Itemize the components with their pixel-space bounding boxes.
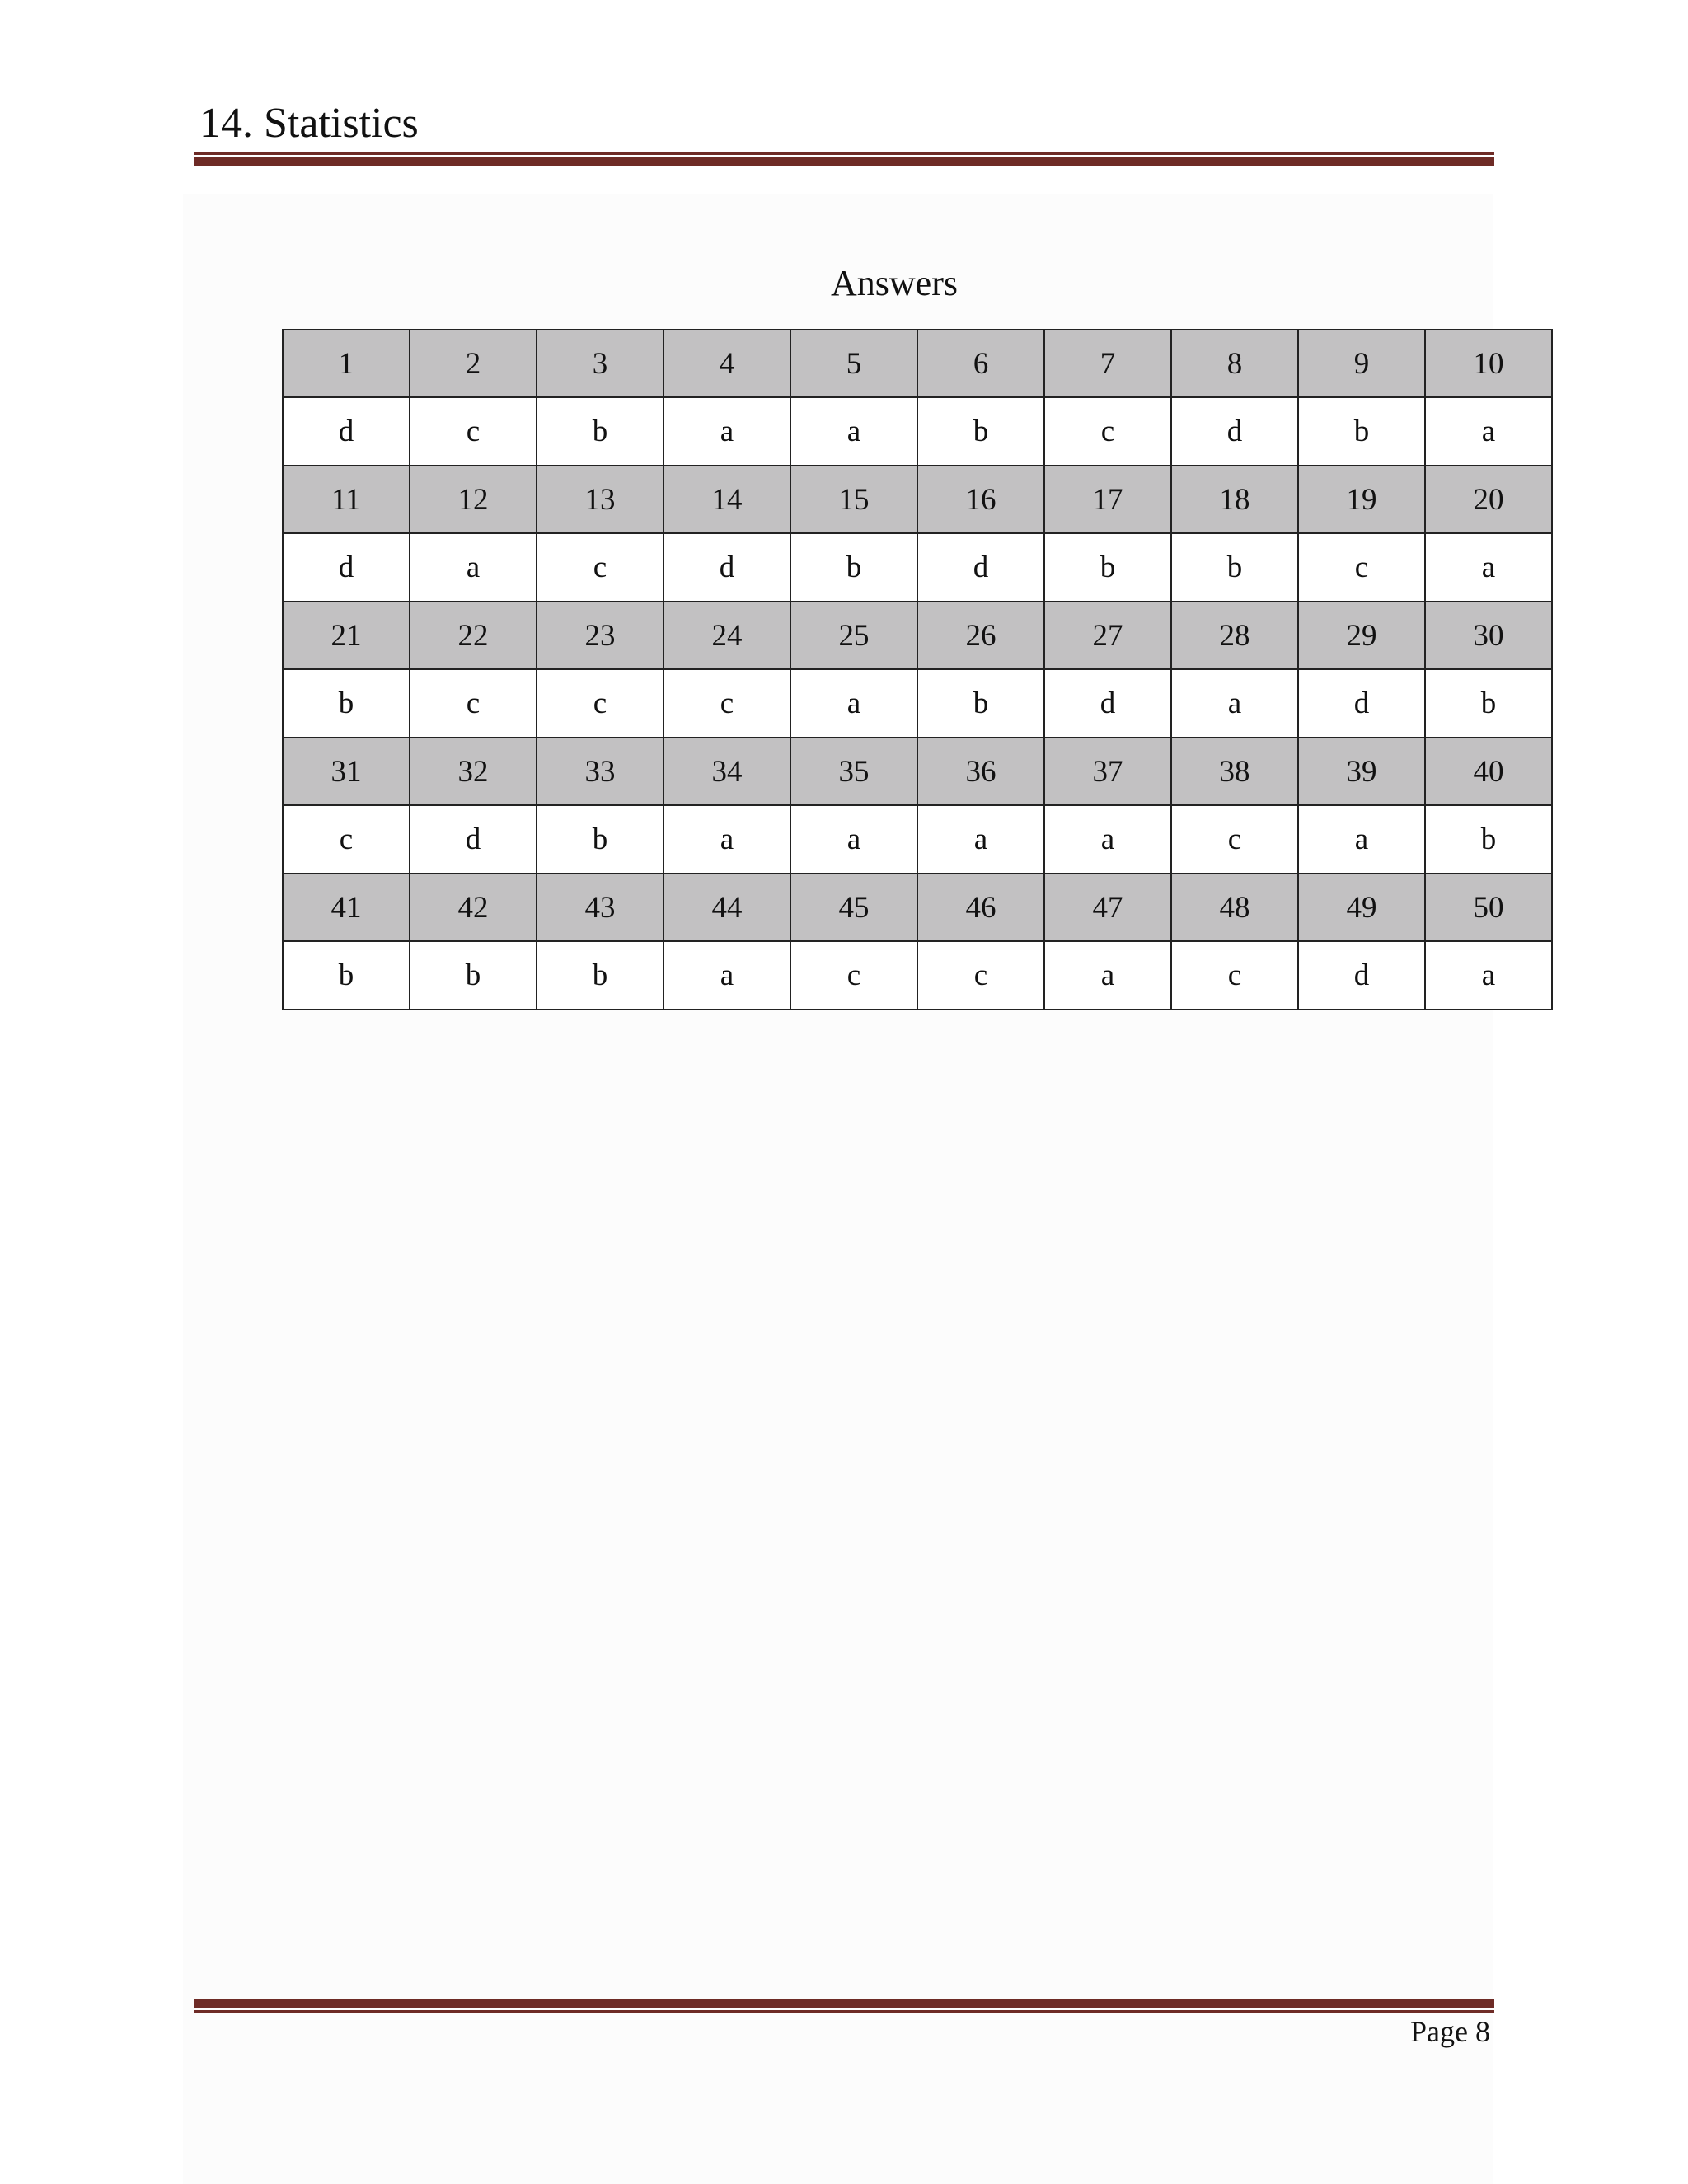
answer-letter-cell: b <box>537 397 663 466</box>
answer-letter-cell: b <box>917 669 1044 738</box>
header-rule-thin <box>194 152 1494 155</box>
answer-letter-cell: c <box>1171 805 1298 874</box>
question-number-cell: 15 <box>790 466 917 533</box>
footer-rule-thick <box>194 1999 1494 2008</box>
question-number-cell: 23 <box>537 602 663 669</box>
answer-letter-cell: b <box>537 805 663 874</box>
question-number-row <box>283 466 1552 533</box>
answer-letter-cell: b <box>1171 533 1298 602</box>
question-number-cell: 18 <box>1171 466 1298 533</box>
answer-letter-cell: c <box>410 669 537 738</box>
answer-letter-cell: d <box>283 533 410 602</box>
answer-letter-cell: b <box>537 941 663 1010</box>
answer-letter-cell: b <box>917 397 1044 466</box>
answer-letter-cell: c <box>283 805 410 874</box>
answer-letter-row <box>283 805 1552 874</box>
answer-letter-cell: a <box>790 397 917 466</box>
question-number-cell: 46 <box>917 874 1044 941</box>
answer-letter-cell: c <box>1044 397 1171 466</box>
answer-letter-cell: a <box>1425 941 1552 1010</box>
answer-key-table <box>282 329 1553 1010</box>
question-number-cell: 11 <box>283 466 410 533</box>
question-number-cell: 21 <box>283 602 410 669</box>
answer-letter-cell: a <box>790 669 917 738</box>
question-number-cell: 44 <box>663 874 790 941</box>
question-number-cell: 19 <box>1298 466 1425 533</box>
answer-letter-cell: a <box>790 805 917 874</box>
question-number-cell: 30 <box>1425 602 1552 669</box>
answer-letter-cell: c <box>537 533 663 602</box>
answer-letter-cell: a <box>663 941 790 1010</box>
question-number-row <box>283 602 1552 669</box>
chapter-title: 14. Statistics <box>199 100 419 147</box>
answer-letter-cell: c <box>537 669 663 738</box>
question-number-cell: 38 <box>1171 738 1298 805</box>
question-number-cell: 5 <box>790 330 917 397</box>
question-number-cell: 29 <box>1298 602 1425 669</box>
answer-letter-cell: c <box>663 669 790 738</box>
answer-letter-cell: b <box>1044 533 1171 602</box>
answer-letter-cell: a <box>1044 941 1171 1010</box>
answer-letter-cell: d <box>1171 397 1298 466</box>
question-number-cell: 35 <box>790 738 917 805</box>
question-number-cell: 22 <box>410 602 537 669</box>
question-number-cell: 13 <box>537 466 663 533</box>
answer-letter-cell: d <box>1298 669 1425 738</box>
answer-letter-cell: a <box>1171 669 1298 738</box>
answer-letter-cell: a <box>410 533 537 602</box>
answer-letter-cell: a <box>917 805 1044 874</box>
question-number-cell: 39 <box>1298 738 1425 805</box>
question-number-cell: 1 <box>283 330 410 397</box>
question-number-cell: 6 <box>917 330 1044 397</box>
answer-letter-cell: b <box>790 533 917 602</box>
answer-letter-cell: a <box>1425 397 1552 466</box>
answer-letter-cell: b <box>283 669 410 738</box>
question-number-cell: 25 <box>790 602 917 669</box>
question-number-cell: 42 <box>410 874 537 941</box>
answer-letter-cell: b <box>283 941 410 1010</box>
answer-letter-cell: a <box>663 805 790 874</box>
answer-letter-row <box>283 669 1552 738</box>
question-number-cell: 34 <box>663 738 790 805</box>
question-number-cell: 28 <box>1171 602 1298 669</box>
question-number-cell: 48 <box>1171 874 1298 941</box>
question-number-cell: 41 <box>283 874 410 941</box>
question-number-cell: 50 <box>1425 874 1552 941</box>
question-number-row <box>283 738 1552 805</box>
question-number-cell: 20 <box>1425 466 1552 533</box>
answer-letter-cell: a <box>1425 533 1552 602</box>
question-number-cell: 14 <box>663 466 790 533</box>
question-number-cell: 8 <box>1171 330 1298 397</box>
page-number: Page 8 <box>1410 2015 1490 2048</box>
question-number-row <box>283 330 1552 397</box>
answer-letter-cell: c <box>917 941 1044 1010</box>
answer-letter-cell: d <box>663 533 790 602</box>
question-number-cell: 7 <box>1044 330 1171 397</box>
question-number-cell: 4 <box>663 330 790 397</box>
question-number-cell: 43 <box>537 874 663 941</box>
question-number-cell: 3 <box>537 330 663 397</box>
question-number-cell: 40 <box>1425 738 1552 805</box>
question-number-cell: 26 <box>917 602 1044 669</box>
answer-letter-cell: a <box>663 397 790 466</box>
answer-letter-cell: a <box>1044 805 1171 874</box>
question-number-row <box>283 874 1552 941</box>
answers-heading: Answers <box>831 263 958 303</box>
question-number-cell: 45 <box>790 874 917 941</box>
question-number-cell: 10 <box>1425 330 1552 397</box>
answer-letter-cell: c <box>790 941 917 1010</box>
answer-letter-row <box>283 533 1552 602</box>
answer-letter-cell: b <box>1298 397 1425 466</box>
answer-letter-cell: d <box>410 805 537 874</box>
answer-letter-cell: b <box>1425 669 1552 738</box>
question-number-cell: 49 <box>1298 874 1425 941</box>
question-number-cell: 37 <box>1044 738 1171 805</box>
answer-letter-cell: d <box>917 533 1044 602</box>
footer-rule-thin <box>194 2010 1494 2013</box>
question-number-cell: 17 <box>1044 466 1171 533</box>
question-number-cell: 27 <box>1044 602 1171 669</box>
answer-letter-cell: c <box>1171 941 1298 1010</box>
answer-letter-cell: d <box>283 397 410 466</box>
answer-letter-cell: d <box>1044 669 1171 738</box>
answer-letter-cell: c <box>410 397 537 466</box>
answer-letter-row <box>283 941 1552 1010</box>
header-rule-thick <box>194 157 1494 166</box>
answer-letter-cell: a <box>1298 805 1425 874</box>
answer-letter-row <box>283 397 1552 466</box>
question-number-cell: 2 <box>410 330 537 397</box>
question-number-cell: 9 <box>1298 330 1425 397</box>
question-number-cell: 36 <box>917 738 1044 805</box>
question-number-cell: 24 <box>663 602 790 669</box>
answer-letter-cell: c <box>1298 533 1425 602</box>
question-number-cell: 33 <box>537 738 663 805</box>
question-number-cell: 12 <box>410 466 537 533</box>
answer-letter-cell: d <box>1298 941 1425 1010</box>
question-number-cell: 32 <box>410 738 537 805</box>
question-number-cell: 47 <box>1044 874 1171 941</box>
answer-letter-cell: b <box>1425 805 1552 874</box>
answer-letter-cell: b <box>410 941 537 1010</box>
question-number-cell: 16 <box>917 466 1044 533</box>
question-number-cell: 31 <box>283 738 410 805</box>
